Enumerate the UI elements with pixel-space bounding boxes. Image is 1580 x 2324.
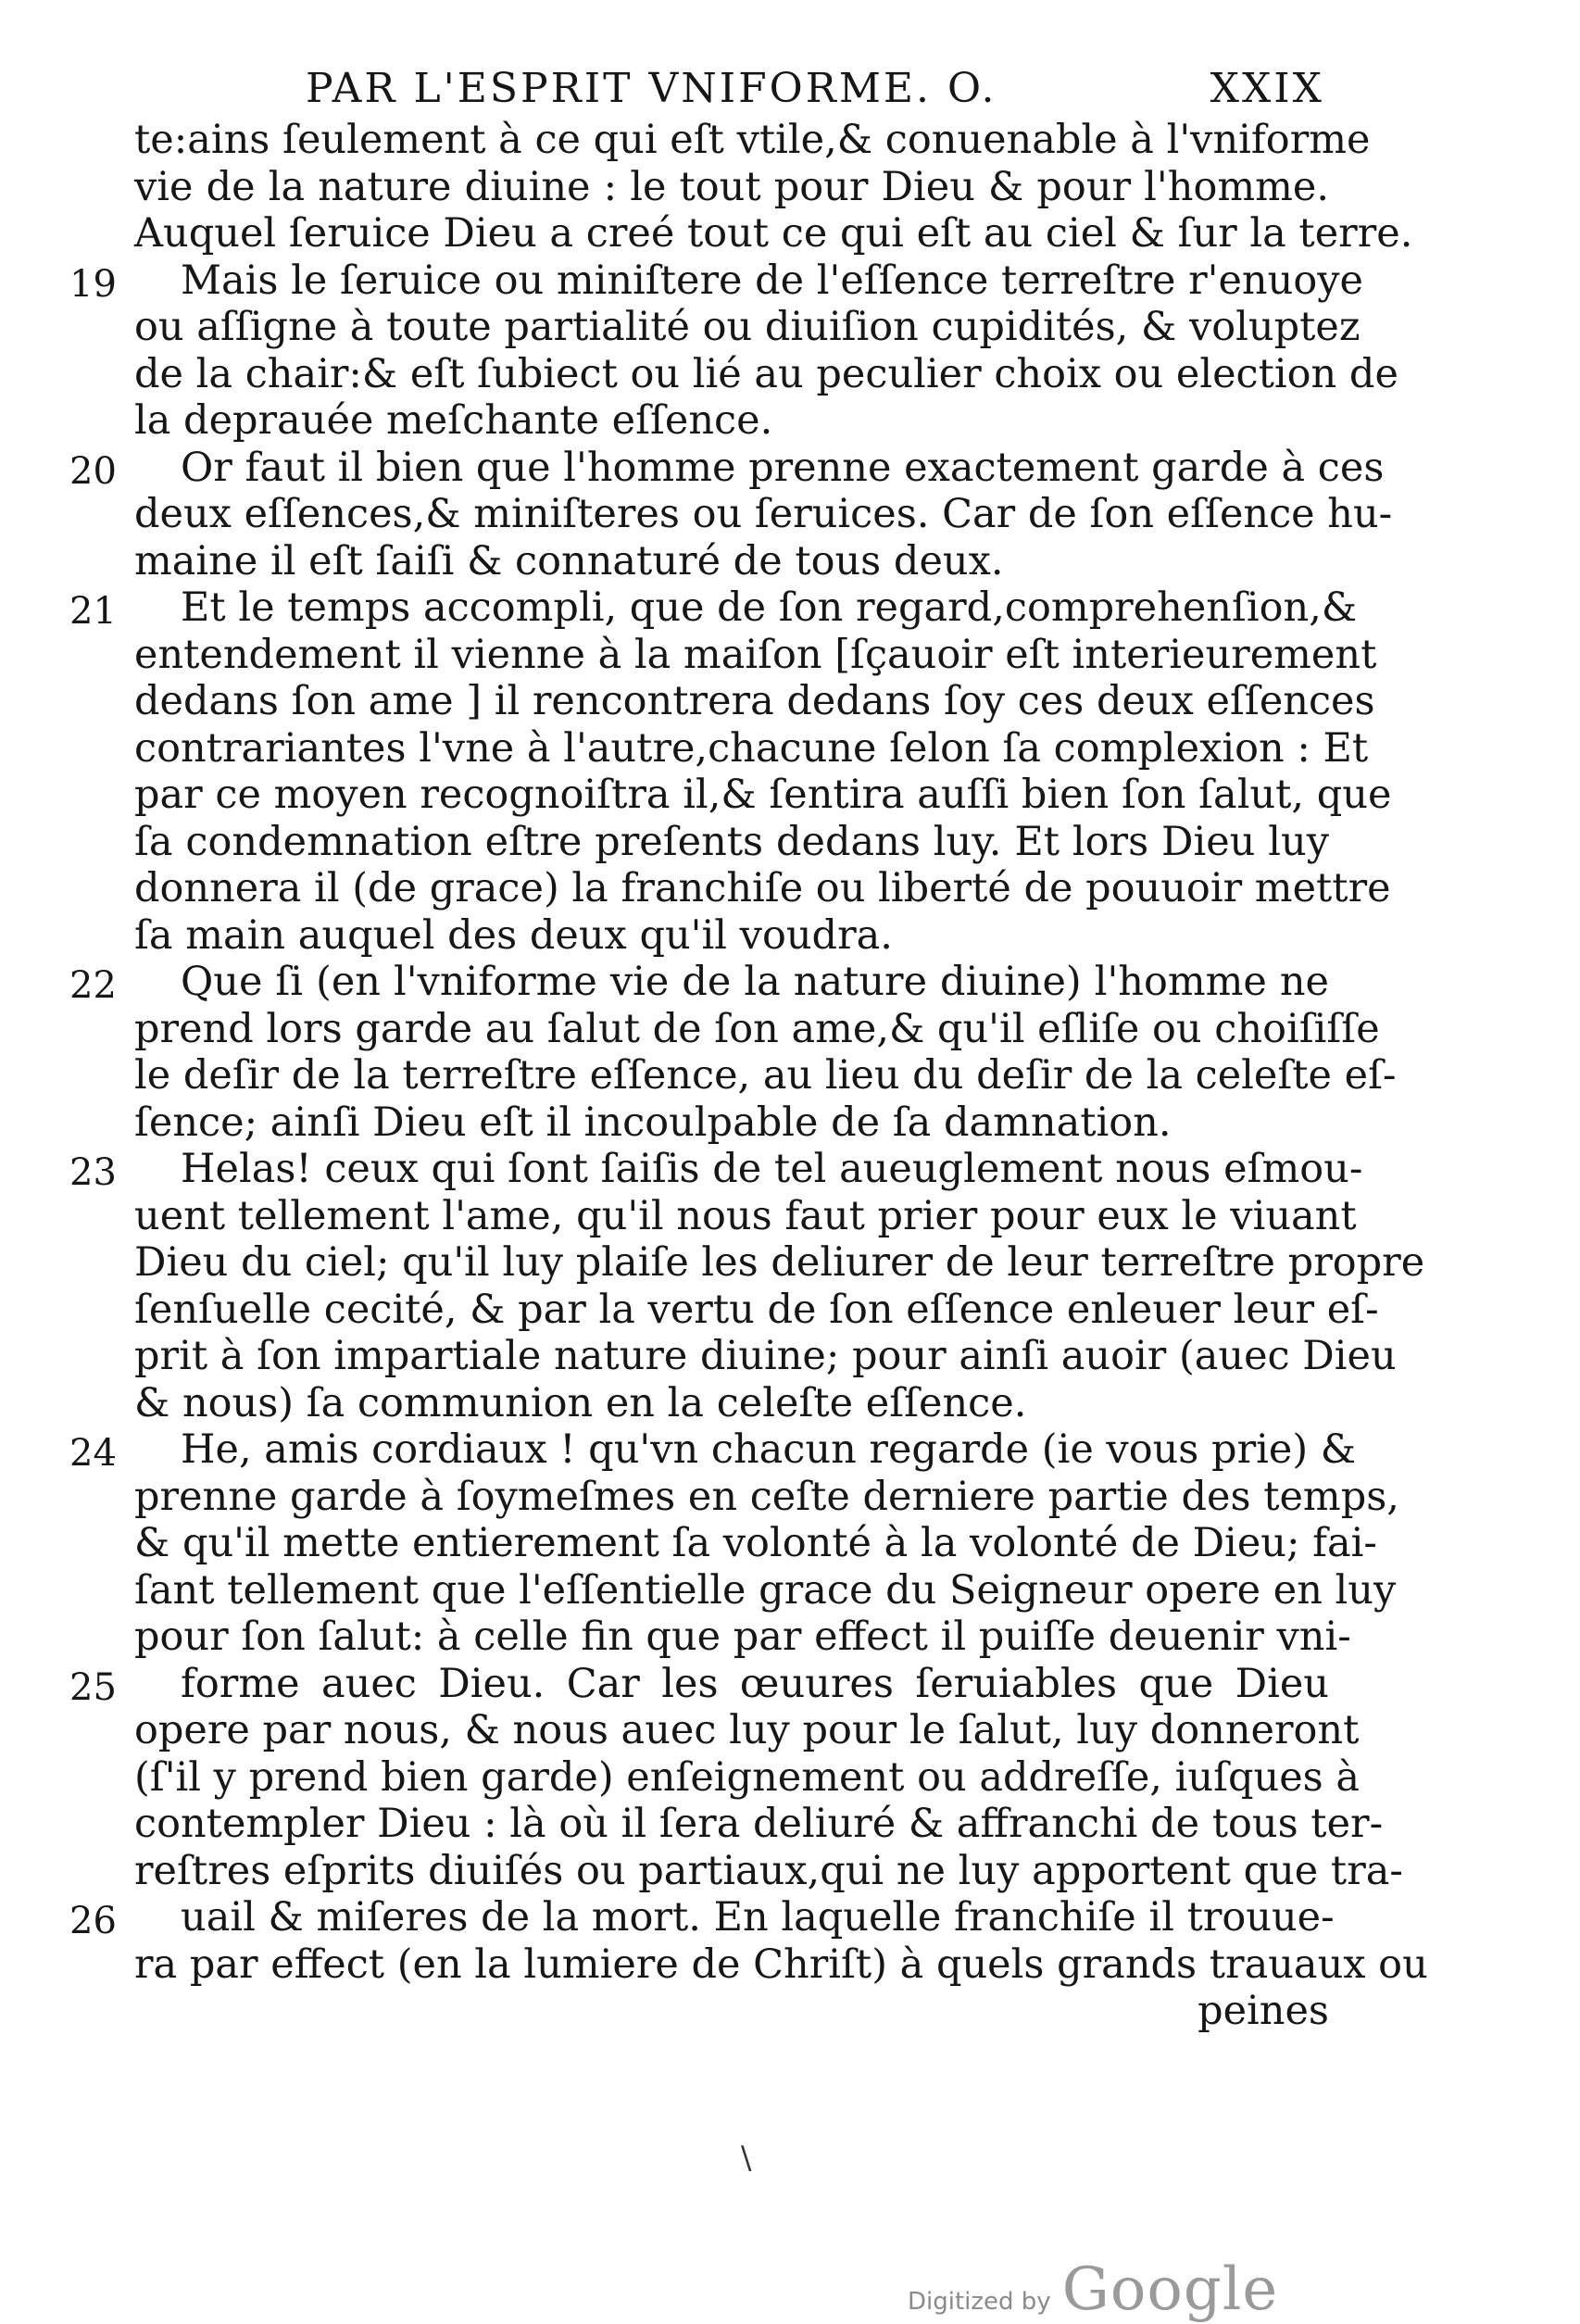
line-text: & qu'il mette entierement ſa volonté à la volonté de Dieu; fai-: [134, 1520, 1377, 1566]
text-line: [134, 631, 1377, 679]
text-line: [134, 538, 1329, 585]
running-head-title: PAR L'ESPRIT VNIFORME. O.: [306, 65, 997, 112]
line-text: Helas! ceux qui ſont ſaiſis de tel aueuglement nous eſmou-: [181, 1146, 1363, 1192]
verse-number: 24: [69, 1432, 117, 1475]
text-line: [134, 819, 1329, 866]
line-text: ſence; ainſi Dieu eſt il incoulpable de ſa damnation.: [134, 1099, 1172, 1146]
text-line: [134, 1566, 1397, 1614]
line-text: uail & miſeres de la mort. En laquelle franchiſe il trouue-: [181, 1894, 1335, 1941]
stray-ink-mark: \: [741, 2140, 752, 2177]
line-text: ou aſſigne à toute partialité ou diuiſion cupidités, & voluptez: [134, 304, 1361, 350]
running-head: [306, 65, 1324, 112]
text-line: [134, 1333, 1397, 1380]
line-text: la deprauée meſchante eſſence.: [134, 397, 773, 444]
line-text: vie de la nature diuine : le tout pour Dieu & pour l'homme.: [134, 163, 1329, 210]
verse-number: 20: [69, 449, 117, 493]
line-text: Or faut il bien que l'homme prenne exactement garde à ces: [181, 444, 1385, 491]
verse-number: 19: [69, 262, 117, 306]
text-line: [134, 1847, 1403, 1895]
line-text: Auquel ſeruice Dieu a creé tout ce qui eſt au ciel & ſur la terre.: [134, 210, 1413, 257]
line-text: opere par nous, & nous auec luy pour le ſalut, luy donneront: [134, 1707, 1360, 1753]
line-text: & nous) ſa communion en la celeſte eſſence.: [134, 1379, 1027, 1426]
digitized-by-watermark: [908, 2255, 1278, 2324]
line-text: donnera il (de grace) la franchiſe ou liberté de pouuoir mettre: [134, 865, 1391, 911]
line-text: (ſ'il y prend bien garde) enſeignement ou addreſſe, iuſques à: [134, 1753, 1361, 1801]
text-line: [134, 1192, 1357, 1240]
text-line: [134, 1801, 1384, 1848]
line-text: pour ſon ſalut: à celle fin que par effect il puiſſe deuenir vni-: [134, 1614, 1351, 1660]
verse-first-line: [69, 959, 1329, 1007]
verse-first-line: [69, 257, 1363, 306]
line-text: deux eſſences,& miniſteres ou ſeruices. Car de ſon eſſence hu-: [134, 491, 1393, 537]
text-line: [134, 397, 1329, 445]
line-text: contrariantes l'vne à l'autre,chacune ſelon ſa complexion : Et: [134, 724, 1369, 772]
digitized-by-label: Digitized by: [908, 2288, 1051, 2316]
line-text: prenne garde à ſoymeſmes en ceſte derniere partie des temps,: [134, 1473, 1399, 1520]
line-text: ſant tellement que l'eſſentielle grace du Seigneur opere en luy: [134, 1566, 1397, 1614]
text-line: [134, 164, 1329, 211]
line-text: prend lors garde au ſalut de ſon ame,& qu'il eſliſe ou choiſiſſe: [134, 1005, 1380, 1052]
text-line: [134, 117, 1371, 164]
line-text: ſenſuelle cecité, & par la vertu de ſon eſſence enleuer leur eſ-: [134, 1286, 1379, 1333]
verse-number: 21: [69, 590, 117, 633]
text-line: [134, 1520, 1377, 1567]
line-text: Et le temps accompli, que de ſon regard,comprehenſion,&: [181, 584, 1358, 631]
line-text: forme auec Dieu. Car les œuures ſeruiables que Dieu: [181, 1660, 1329, 1707]
line-text: ſa main auquel des deux qu'il voudra.: [134, 911, 893, 959]
line-text: Que ſi (en l'vniforme vie de la nature diuine) l'homme ne: [181, 959, 1329, 1005]
line-text: entendement il vienne à la maiſon [ſçauoir eſt interieurement: [134, 631, 1377, 678]
text-line: [134, 1286, 1379, 1334]
text-line: [134, 1753, 1361, 1802]
verse-number: 22: [69, 964, 117, 1007]
verse-first-line: [69, 1146, 1363, 1194]
text-line: [134, 865, 1391, 912]
text-line: [134, 1005, 1380, 1053]
line-text: maine il eſt ſaiſi & connaturé de tous deux.: [134, 537, 1004, 584]
text-line: [134, 1614, 1351, 1661]
verse-first-line: [69, 1894, 1335, 1942]
text-line: [134, 1239, 1425, 1287]
verse-number: 26: [69, 1900, 117, 1942]
line-text: prit à ſon impartiale nature diuine; pour ainſi auoir (auec Dieu: [134, 1333, 1397, 1379]
line-text: par ce moyen recognoiſtra il,& ſentira auſſi bien ſon ſalut, que: [134, 772, 1392, 818]
google-logo: Google: [1061, 2255, 1279, 2324]
line-text: de la chair:& eſt ſubiect ou lié au peculier choix ou election de: [134, 350, 1398, 397]
text-line: [134, 350, 1398, 398]
text-line: [134, 724, 1369, 773]
text-line: [134, 1707, 1360, 1754]
text-line: [134, 772, 1392, 819]
text-line: [134, 912, 1329, 960]
text-line: [134, 1941, 1428, 1989]
body-text: [69, 117, 1428, 2035]
text-line: [134, 210, 1413, 258]
line-text: ſa condemnation eſtre preſents dedans luy. Et lors Dieu luy: [134, 818, 1329, 865]
text-line: [134, 1052, 1397, 1099]
verse-first-line: [69, 1660, 1329, 1709]
text-line: [134, 304, 1361, 351]
line-text: dedans ſon ame ] il rencontrera dedans ſoy ces deux eſſences: [134, 678, 1375, 724]
verse-first-line: [69, 584, 1358, 633]
catchword: peines: [1198, 1988, 1329, 2034]
verse-number: 25: [69, 1665, 117, 1709]
line-text: ra par effect (en la lumiere de Chriſt) à quels grands trauaux ou: [134, 1941, 1428, 1988]
line-text: Dieu du ciel; qu'il luy plaiſe les deliurer de leur terreſtre propre: [134, 1239, 1425, 1286]
line-text: reſtres eſprits diuiſés ou partiaux,qui ne luy apportent que tra-: [134, 1847, 1403, 1894]
line-text: contempler Dieu : là où il ſera deliuré & affranchi de tous ter-: [134, 1801, 1384, 1847]
verse-number: 23: [69, 1151, 117, 1194]
line-text: uent tellement l'ame, qu'il nous faut prier pour eux le viuant: [134, 1192, 1357, 1239]
text-line: [134, 1380, 1329, 1427]
folio-number: XXIX: [1210, 65, 1324, 112]
text-line: [134, 1473, 1399, 1521]
text-line: [134, 491, 1393, 538]
line-text: le deſir de la terreſtre eſſence, au lieu du deſir de la celeſte eſ-: [134, 1052, 1397, 1099]
verse-first-line: [69, 1426, 1357, 1475]
verse-first-line: [69, 444, 1385, 493]
text-line: [134, 678, 1375, 725]
line-text: He, amis cordiaux ! qu'vn chacun regarde (ie vous prie) &: [181, 1426, 1357, 1473]
line-text: Mais le ſeruice ou miniſtere de l'eſſence terreſtre r'enuoye: [181, 257, 1363, 304]
text-line: [134, 1099, 1329, 1147]
line-text: te:ains ſeulement à ce qui eſt vtile,& conuenable à l'vniforme: [134, 117, 1371, 163]
